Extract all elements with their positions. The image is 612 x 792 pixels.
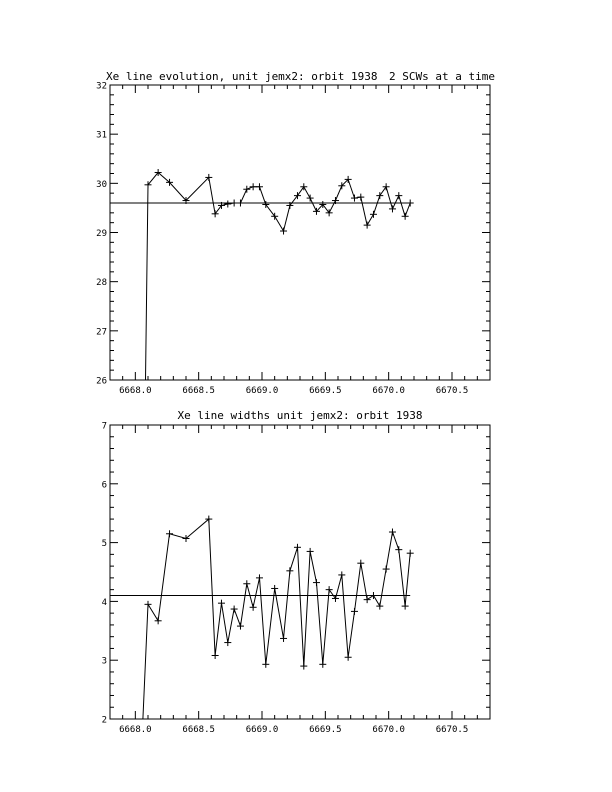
- bottom-data-point: [407, 550, 414, 557]
- bottom-data-point: [307, 548, 314, 555]
- bottom-series-line: [143, 519, 410, 719]
- bottom-data-point: [319, 661, 326, 668]
- bottom-data-point: [286, 567, 293, 574]
- bottom-data-point: [155, 617, 162, 624]
- bottom-x-tick-label: 6669.0: [245, 725, 279, 735]
- top-data-point: [243, 186, 250, 193]
- top-data-point: [351, 195, 358, 202]
- bottom-data-point: [370, 592, 377, 599]
- bottom-x-tick-label: 6668.0: [119, 725, 152, 735]
- bottom-y-tick-label: 3: [101, 656, 107, 667]
- top-data-point: [370, 211, 377, 218]
- bottom-x-tick-label: 6668.5: [182, 725, 215, 735]
- bottom-chart-frame: [110, 425, 490, 719]
- top-data-point: [389, 205, 396, 212]
- bottom-x-tick-label: 6670.0: [372, 725, 405, 735]
- top-data-point: [395, 192, 402, 199]
- bottom-data-point: [402, 603, 409, 610]
- top-data-point: [402, 213, 409, 220]
- top-data-point: [376, 192, 383, 199]
- top-data-point: [231, 200, 238, 207]
- top-y-tick-label: 31: [96, 130, 107, 141]
- bottom-data-point: [395, 546, 402, 553]
- top-x-tick-label: 6668.5: [182, 386, 215, 396]
- top-data-point: [280, 228, 287, 235]
- top-x-tick-label: 6669.5: [309, 386, 342, 396]
- bottom-data-point: [376, 603, 383, 610]
- top-x-tick-label: 6669.0: [245, 386, 279, 396]
- bottom-data-point: [218, 600, 225, 607]
- top-y-tick-label: 30: [96, 179, 107, 190]
- bottom-data-point: [364, 596, 371, 603]
- top-series-line: [146, 173, 411, 381]
- bottom-data-point: [326, 586, 333, 593]
- bottom-data-point: [357, 560, 364, 567]
- top-data-point: [383, 183, 390, 190]
- top-chart-title: Xe line evolution, unit jemx2: orbit 1938: [106, 70, 378, 83]
- bottom-data-point: [389, 529, 396, 536]
- top-chart-frame: [110, 85, 490, 380]
- bottom-data-point: [262, 661, 269, 668]
- bottom-y-tick-label: 2: [101, 715, 107, 726]
- top-chart-title-right: 2 SCWs at a time: [389, 70, 495, 83]
- top-data-point: [224, 200, 231, 207]
- top-x-tick-label: 6670.5: [435, 386, 469, 396]
- bottom-data-point: [383, 566, 390, 573]
- bottom-data-point: [243, 580, 250, 587]
- bottom-y-tick-label: 7: [101, 421, 107, 432]
- top-x-tick-label: 6670.0: [372, 386, 405, 396]
- top-x-tick-label: 6668.0: [119, 386, 152, 396]
- top-data-point: [357, 194, 364, 201]
- bottom-data-point: [271, 585, 278, 592]
- top-data-point: [407, 200, 414, 207]
- bottom-data-point: [313, 579, 320, 586]
- bottom-x-tick-label: 6669.5: [309, 725, 342, 735]
- bottom-y-tick-label: 5: [101, 539, 107, 550]
- bottom-data-point: [294, 544, 301, 551]
- top-data-point: [250, 183, 257, 190]
- top-y-tick-label: 32: [96, 81, 107, 92]
- bottom-data-point: [338, 571, 345, 578]
- bottom-x-tick-label: 6670.5: [435, 725, 469, 735]
- top-y-tick-label: 29: [96, 229, 107, 239]
- bottom-data-point: [256, 574, 263, 581]
- bottom-chart-title: Xe line widths unit jemx2: orbit 1938: [177, 409, 423, 422]
- top-data-point: [307, 195, 314, 202]
- bottom-data-point: [345, 654, 352, 661]
- top-y-tick-label: 27: [96, 327, 107, 338]
- top-chart-panel: [96, 70, 495, 396]
- top-y-tick-label: 26: [96, 376, 107, 387]
- bottom-y-tick-label: 6: [101, 480, 107, 491]
- bottom-data-point: [212, 652, 219, 659]
- top-data-point: [237, 200, 244, 207]
- top-y-tick-label: 28: [96, 278, 107, 289]
- bottom-data-point: [224, 639, 231, 646]
- top-data-point: [364, 222, 371, 229]
- bottom-data-point: [300, 663, 307, 670]
- bottom-data-point: [351, 608, 358, 615]
- bottom-y-tick-label: 4: [101, 597, 107, 608]
- bottom-data-point: [280, 635, 287, 642]
- bottom-data-point: [250, 604, 257, 611]
- bottom-data-point: [166, 530, 173, 537]
- bottom-data-point: [237, 623, 244, 630]
- bottom-data-point: [231, 606, 238, 613]
- bottom-data-point: [145, 601, 152, 608]
- top-data-point: [256, 183, 263, 190]
- bottom-chart-panel: [102, 409, 490, 735]
- top-data-point: [300, 183, 307, 190]
